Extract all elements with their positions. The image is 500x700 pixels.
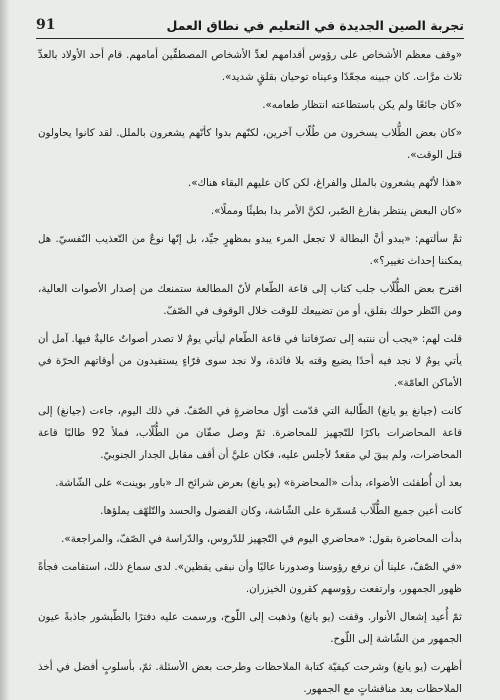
header-divider xyxy=(36,38,464,39)
page-number: 91 xyxy=(36,17,56,33)
paragraph: ثمَّ سألتهم: «يبدو أنَّ البطالة لا تجعل المرء يبدو بمظهرٍ جيِّد، بل إنّها نوعٌ من التّعذيب النّفسيّ. هل يمكننا إحداث تغيير؟». xyxy=(38,233,462,267)
paragraph: ثمّ أُعيد إشعال الأنوار. وقفت (يو يانغ) وذهبت إلى اللّوح، ورسمت عليه دفترًا بالطّبشور جاذبةً عيون الجمهور من الشّاشة إلى اللّوح. xyxy=(38,611,462,645)
running-title: تجربة الصين الجديدة في التعليم في نطاق العمل xyxy=(166,17,464,33)
paragraph: قلت لهم: «يجب أن ننتبه إلى تصرّفاتنا في قاعة الطّعام ليأتي يومٌ لا تصدر أصواتٌ عاليةٌ فيها. آمل أن يأتي يومٌ لا نجد فيه أحدًا يضيع وقته بلا فائدة، ولا نجد سوى قرّاءٍ يستفيدون من أوقاتهم الحرّة في الأماكن العامّة». xyxy=(38,333,462,389)
paragraph: «كان البعض ينتظر بفارغ الصّبر، لكنَّ الأمر بدا بطيئًا ومملًا». xyxy=(210,205,462,217)
page-spine-shadow xyxy=(0,0,10,700)
paragraph: كانت (جيانغ يو يانغ) الطّالبة التي قدّمت أوّل محاضرةٍ في الصّفّ. في ذلك اليوم، جاءت (جيانغ) إلى قاعة المحاضرات باكرًا للتّجهيز للمحاضرة. ثمّ وصل صفّان من الطُّلّاب، فملأ 92 طالبًا قاعة المحاضرات، ولم يبقَ لي مقعدٌ لأجلس عليه، فكان عليَّ أن أقف مقابل الجدار الجنوبيّ. xyxy=(38,405,462,461)
paragraph: كانت أعين جميع الطُّلّاب مُسمّرة على الشّاشة، وكان الفضول والحسد والتّلهّف يملؤها. xyxy=(100,505,462,517)
paragraph: أظهرت (يو يانغ) وشرحت كيفيّة كتابة الملاحظات وطرحت بعض الأسئلة. ثمّ، بأسلوبٍ أفضل في أخذ الملاحظات بعد مناقشاتٍ مع الجمهور. xyxy=(38,661,462,695)
paragraph: بدأت المحاضرة بقول: «محاضري اليوم في التّجهيز للدّروس، والدّراسة في الصّفّ، والمراجعة». xyxy=(61,533,462,545)
paragraph: «هذا لأنّهم يشعرون بالملل والفراغ، لكن كان عليهم البقاء هناك». xyxy=(187,177,462,189)
paragraph: «كان بعض الطُّلاب يسخرون من طُلّاب آخرين، لكنّهم بدوا كأنّهم يشعرون بالملل. لقد كانوا يحاولون قتل الوقت». xyxy=(38,127,462,161)
paragraph: اقترح بعض الطُّلّاب جلب كتاب إلى قاعة الطّعام لأنّ المطالعة ستمنعك من إصدار الأصوات العالية، ومن النّظر حولك بقلق، أو من تضييعك للوقت خلال الوقوف في الصّفّ. xyxy=(38,283,462,317)
paragraph: «وقف معظم الأشخاص على رؤوس أقدامهم لعدِّ الأشخاص المصطفِّين أمامهم. قام أحد الأولاد بالعدِّ ثلاث مرَّات. كان جبينه مجعّدًا وعيناه توحيان بقلقٍ شديد». xyxy=(38,49,462,83)
paragraph: «في الصّفّ، علينا أن نرفع رؤوسنا وصدورنا عاليًا وأن نبقى يقظين». لدى سماع ذلك، استقامت فجأةً ظهور الجمهور، وارتفعت رؤوسهم كقرون الخيزران. xyxy=(38,561,462,595)
page-body xyxy=(38,44,462,695)
page-header xyxy=(36,14,464,36)
paragraph: بعد أن أُطفئت الأضواء، بدأت «المحاضرة» (يو يانغ) بعرض شرائح الـ «باور بوينت» على الشّاشة. xyxy=(55,477,462,489)
paragraph: «كان جائعًا ولم يكن باستطاعته انتظار طعامه». xyxy=(262,99,462,111)
